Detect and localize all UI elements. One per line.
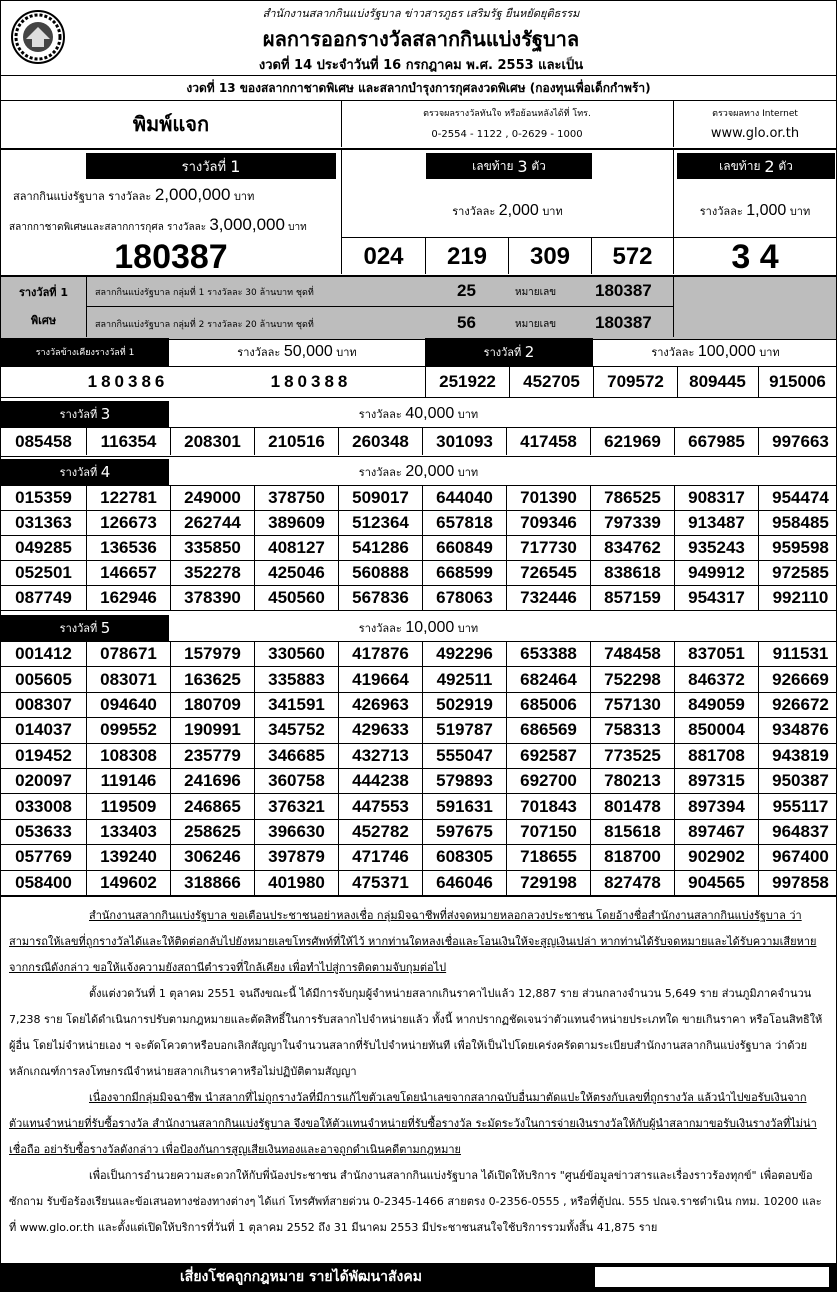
prize4-number: 701390 xyxy=(506,485,590,510)
prize4-grid xyxy=(1,485,836,610)
prize5-number: 397879 xyxy=(254,844,338,869)
prize2-header: รางวัลที่ 2 xyxy=(425,338,593,366)
prize5-amount: รางวัลละ 10,000 บาท xyxy=(358,619,479,636)
prize5-number: 692700 xyxy=(506,768,590,793)
prize3-number: 621969 xyxy=(590,427,674,455)
prize5-number: 001412 xyxy=(1,641,86,666)
prize5-number: 318866 xyxy=(170,870,254,895)
prize4-number: 660849 xyxy=(422,535,506,560)
prize3-number: 417458 xyxy=(506,427,590,455)
prize3-number: 260348 xyxy=(338,427,422,455)
prize5-number: 718655 xyxy=(506,844,590,869)
prize4-number: 512364 xyxy=(338,510,422,535)
prize4-amount: รางวัลละ 20,000 บาท xyxy=(358,463,479,480)
prize5-number: 475371 xyxy=(338,870,422,895)
prize5-number: 902902 xyxy=(674,844,758,869)
last3-number-4: 572 xyxy=(612,243,653,270)
prize4-number: 668599 xyxy=(422,560,506,585)
prize5-number: 837051 xyxy=(674,641,758,666)
prize5-number: 964837 xyxy=(758,819,837,844)
prize5-number: 246865 xyxy=(170,793,254,818)
prize5-number: 827478 xyxy=(590,870,674,895)
last3-header: เลขท้าย 3 ตัว xyxy=(426,153,592,179)
prize3-number: 667985 xyxy=(674,427,758,455)
prize4-number: 992110 xyxy=(758,585,837,610)
prize5-number: 119509 xyxy=(86,793,170,818)
prize4-number: 509017 xyxy=(338,485,422,510)
prize4-number: 262744 xyxy=(170,510,254,535)
prize5-number: 094640 xyxy=(86,692,170,717)
near1-header: รางวัลข้างเคียงรางวัลที่ 1 xyxy=(1,338,169,366)
prize5-number: 758313 xyxy=(590,717,674,742)
prize5-number: 471746 xyxy=(338,844,422,869)
prize5-number: 943819 xyxy=(758,743,837,768)
prize5-number: 950387 xyxy=(758,768,837,793)
prize4-number: 389609 xyxy=(254,510,338,535)
prize5-number: 241696 xyxy=(170,768,254,793)
prize4-number: 425046 xyxy=(254,560,338,585)
page-title: ผลการออกรางวัลสลากกินแบ่งรัฐบาล xyxy=(262,27,580,51)
prize2-number-3: 709572 xyxy=(607,372,664,391)
prize5-number: 729198 xyxy=(506,870,590,895)
prize5-number: 707150 xyxy=(506,819,590,844)
prize5-number: 748458 xyxy=(590,641,674,666)
last3-number-1: 024 xyxy=(363,243,404,270)
prize5-number: 360758 xyxy=(254,768,338,793)
prize5-number: 850004 xyxy=(674,717,758,742)
prize4-number: 786525 xyxy=(590,485,674,510)
prize4-number: 567836 xyxy=(338,585,422,610)
prize5-number: 967400 xyxy=(758,844,837,869)
prize5-number: 646046 xyxy=(422,870,506,895)
prize4-number: 126673 xyxy=(86,510,170,535)
prize2-number-5: 915006 xyxy=(769,372,826,391)
prize5-number: 108308 xyxy=(86,743,170,768)
footer-slogan: เสี่ยงโชคถูกกฎหมาย รายได้พัฒนาสังคม xyxy=(180,1269,422,1285)
prize3-number: 997663 xyxy=(758,427,837,455)
prize4-number: 972585 xyxy=(758,560,837,585)
prize4-number: 959598 xyxy=(758,535,837,560)
prize5-number: 157979 xyxy=(170,641,254,666)
prize5-number: 335883 xyxy=(254,666,338,691)
prize3-amount: รางวัลละ 40,000 บาท xyxy=(358,405,479,422)
prize3-grid xyxy=(1,427,836,455)
prize3-number: 208301 xyxy=(170,427,254,455)
prize5-number: 008307 xyxy=(1,692,86,717)
prize5-grid xyxy=(1,641,836,895)
prize4-number: 935243 xyxy=(674,535,758,560)
prize5-number: 426963 xyxy=(338,692,422,717)
prize5-number: 119146 xyxy=(86,768,170,793)
prize5-number: 447553 xyxy=(338,793,422,818)
near1-amount: รางวัลละ 50,000 บาท xyxy=(237,343,357,360)
prize4-header: รางวัลที่ 4 xyxy=(1,459,169,485)
special-row2-set: 56 xyxy=(457,313,476,332)
footer-blank-box xyxy=(595,1267,829,1287)
special-row1-number: 180387 xyxy=(595,281,652,300)
prize5-number: 033008 xyxy=(1,793,86,818)
prize5-number: 692587 xyxy=(506,743,590,768)
prize4-number: 908317 xyxy=(674,485,758,510)
prize5-number: 452782 xyxy=(338,819,422,844)
prize5-number: 083071 xyxy=(86,666,170,691)
notice-3: เนื่องจากมีกลุ่มมิจฉาชีพ นำสลากที่ไม่ถูกรางวัลที่มีการแก้ไขตัวเลขโดยนำเลขจากสลากฉบับอื่นมาตัดแปะให้ตรงกับเลขที่ถูกรางวัล แล้วนำไปขอรับเงินจากตัวแทนจำหน่ายที่รับซื้อรางวัล สำนักงานสลากกินแบ่งรัฐบาล จึงขอให้ตัวแทนจำหน่ายที่รับซื้อรางวัล ระมัดระวังในการจ่ายเงินรางวัลให้กับผู้นำสลากมาขอรับเงินรางวัลที่ไม่น่าเชื่อถือ อย่ารับซื้อรางวัลดังกล่าว เพื่อป้องกันการสูญเสียเงินทองและอาจถูกดำเนินคดีตามกฎหมาย xyxy=(9,1091,817,1156)
prize4-number: 015359 xyxy=(1,485,86,510)
prize4-number: 678063 xyxy=(422,585,506,610)
prize5-number: 881708 xyxy=(674,743,758,768)
prize4-number: 797339 xyxy=(590,510,674,535)
prize5-header: รางวัลที่ 5 xyxy=(1,615,169,641)
prize4-number: 954474 xyxy=(758,485,837,510)
special-row2-text: สลากกินแบ่งรัฐบาล กลุ่มที่ 2 รางวัลละ 20 ล้านบาท ชุดที่ xyxy=(95,320,314,330)
prize4-number: 087749 xyxy=(1,585,86,610)
prize5-number: 752298 xyxy=(590,666,674,691)
prize5-number: 492296 xyxy=(422,641,506,666)
prize4-number: 162946 xyxy=(86,585,170,610)
prize2-number-1: 251922 xyxy=(439,372,496,391)
prize5-number: 934876 xyxy=(758,717,837,742)
prize5-number: 014037 xyxy=(1,717,86,742)
prize5-number: 492511 xyxy=(422,666,506,691)
prize5-number: 997858 xyxy=(758,870,837,895)
prize4-number: 717730 xyxy=(506,535,590,560)
prize5-number: 555047 xyxy=(422,743,506,768)
prize5-number: 396630 xyxy=(254,819,338,844)
special-row2-numlabel: หมายเลข xyxy=(515,319,557,330)
prize5-number: 608305 xyxy=(422,844,506,869)
phone-numbers: 0-2554 - 1122 , 0-2629 - 1000 xyxy=(431,128,583,140)
prize5-number: 258625 xyxy=(170,819,254,844)
prize4-number: 732446 xyxy=(506,585,590,610)
last3-number-3: 309 xyxy=(529,243,571,270)
prize5-number: 346685 xyxy=(254,743,338,768)
notices xyxy=(9,903,825,1241)
prize5-number: 306246 xyxy=(170,844,254,869)
prize5-number: 597675 xyxy=(422,819,506,844)
prize4-number: 709346 xyxy=(506,510,590,535)
special-label-2: พิเศษ xyxy=(30,314,57,327)
notice-4: เพื่อเป็นการอำนวยความสะดวกให้กับพี่น้องประชาชน สำนักงานสลากกินแบ่งรัฐบาล ได้เปิดให้บริการ "ศูนย์ข้อมูลข่าวสารและเรื่องราวร้องทุกข์" เพื่อตอบข้อซักถาม รับข้อร้องเรียนและข้อเสนอทางช่องทางต่างๆ ได้แก่ โทรศัพท์สายด่วน 0-2345-1466 สายตรง 0-2356-0555 , หรือที่ตู้ปณ. 555 ปณจ.ราชดำเนิน กทม. 10200 และที่ www.glo.or.th และตั้งแต่เปิดให้บริการที่วันที่ 1 ตุลาคม 2552 ถึง 31 มีนาคม 2553 มีประชาชนสนใจใช้บริการรวมทั้งสิ้น 41,875 ราย xyxy=(9,1169,822,1234)
prize5-number: 149602 xyxy=(86,870,170,895)
special-label-1: รางวัลที่ 1 xyxy=(18,286,69,299)
last3-amount: รางวัลละ 2,000 บาท xyxy=(452,202,563,219)
prize5-number: 897467 xyxy=(674,819,758,844)
prize3-number: 210516 xyxy=(254,427,338,455)
prize5-number: 401980 xyxy=(254,870,338,895)
prize4-number: 249000 xyxy=(170,485,254,510)
prize5-number: 020097 xyxy=(1,768,86,793)
prize5-number: 163625 xyxy=(170,666,254,691)
prize5-number: 019452 xyxy=(1,743,86,768)
prize4-number: 726545 xyxy=(506,560,590,585)
prize5-number: 444238 xyxy=(338,768,422,793)
prize5-number: 897394 xyxy=(674,793,758,818)
prize4-number: 954317 xyxy=(674,585,758,610)
prize4-number: 560888 xyxy=(338,560,422,585)
prize4-number: 408127 xyxy=(254,535,338,560)
prize4-number: 834762 xyxy=(590,535,674,560)
prize4-number: 049285 xyxy=(1,535,86,560)
prize5-number: 133403 xyxy=(86,819,170,844)
prize4-number: 136536 xyxy=(86,535,170,560)
prize5-number: 780213 xyxy=(590,768,674,793)
prize1-label: รางวัลที่ xyxy=(181,159,227,175)
prize4-number: 958485 xyxy=(758,510,837,535)
prize5-number: 685006 xyxy=(506,692,590,717)
website-link[interactable]: www.glo.or.th xyxy=(710,125,800,141)
prize4-number: 949912 xyxy=(674,560,758,585)
prize5-number: 190991 xyxy=(170,717,254,742)
special-row1-text: สลากกินแบ่งรัฐบาล กลุ่มที่ 1 รางวัลละ 30 ล้านบาท ชุดที่ xyxy=(95,288,314,298)
prize2-number-4: 809445 xyxy=(689,372,746,391)
prize3-number: 301093 xyxy=(422,427,506,455)
prize1-number: 180387 xyxy=(114,237,228,276)
prize4-number: 052501 xyxy=(1,560,86,585)
prize5-number: 773525 xyxy=(590,743,674,768)
prize1-num: 1 xyxy=(230,156,241,176)
prize4-number: 352278 xyxy=(170,560,254,585)
prize4-number: 657818 xyxy=(422,510,506,535)
phone-check-label: ตรวจผลรางวัลทันใจ หรือย้อนหลังได้ที่ โทร. xyxy=(423,109,591,119)
prize3-number: 085458 xyxy=(1,427,86,455)
prize5-number: 926672 xyxy=(758,692,837,717)
last3-number-2: 219 xyxy=(446,243,488,270)
notice-1: สำนักงานสลากกินแบ่งรัฐบาล ขอเตือนประชาชนอย่าหลงเชื่อ กลุ่มมิจฉาชีพที่ส่งจดหมายหลอกลวงประชาชน โดยอ้างชื่อสำนักงานสลากกินแบ่งรัฐบาล ว่าสามารถให้เลขที่ถูกรางวัลได้และให้ติดต่อกลับไปยังหมายเลขโทรศัพท์ที่ให้ไว้ หากท่านใดหลงเชื่อและโอนเงินให้จะสูญเงินเปล่า หากท่านได้รับจดหมายและได้รับความเสียหายจากกรณีดังกล่าว ขอให้แจ้งความยังสถานีตำรวจที่ใกล้เคียง เพื่อทำไปสู่การติดตามจับกุมต่อไป xyxy=(9,909,817,974)
prize5-number: 057769 xyxy=(1,844,86,869)
prize4-number: 378750 xyxy=(254,485,338,510)
prize5-number: 180709 xyxy=(170,692,254,717)
prize5-number: 078671 xyxy=(86,641,170,666)
prize5-number: 955117 xyxy=(758,793,837,818)
prize3-header: รางวัลที่ 3 xyxy=(1,401,169,427)
prize5-number: 376321 xyxy=(254,793,338,818)
prize5-number: 099552 xyxy=(86,717,170,742)
prize5-number: 686569 xyxy=(506,717,590,742)
prize5-number: 417876 xyxy=(338,641,422,666)
prize5-number: 801478 xyxy=(590,793,674,818)
prize4-number: 644040 xyxy=(422,485,506,510)
glo-logo xyxy=(10,9,66,65)
prize5-number: 904565 xyxy=(674,870,758,895)
notice-2: ตั้งแต่งวดวันที่ 1 ตุลาคม 2551 จนถึงขณะนี้ ได้มีการจับกุมผู้จำหน่ายสลากเกินราคาไปแล้ว 12,887 ราย ส่วนกลางจำนวน 5,649 ราย ส่วนภูมิภาคจำนวน 7,238 ราย โดยได้ดำเนินการปรับตามกฎหมายและตัดสิทธิ์ในการรับสลากไปจำหน่ายแล้ว ทั้งนี้ หากปรากฏชัดเจนว่าตัวแทนจำหน่ายประเภทใด ขายเกินราคา หรือโอนสิทธิให้ผู้อื่น โดยไม่จำหน่ายเอง ฯ จะตัดโควตาหรือบอกเลิกสัญญาในจำนวนสลากที่รับไปจำหน่ายทันที เพื่อให้เป็นไปโดยเคร่งครัดตามระเบียบสำนักงานสลากกินแบ่งรัฐบาล ว่าด้วยหลักเกณฑ์การลงโทษกรณีจำหน่ายสลากเกินราคาหรือไม่ปฏิบัติตามสัญญา xyxy=(9,987,823,1078)
prize5-number: 682464 xyxy=(506,666,590,691)
prize1-amount-line1: สลากกินแบ่งรัฐบาล รางวัลละ 2,000,000 บาท xyxy=(13,185,255,204)
prize5-number: 053633 xyxy=(1,819,86,844)
prize5-number: 330560 xyxy=(254,641,338,666)
prize5-number: 519787 xyxy=(422,717,506,742)
prize5-number: 005605 xyxy=(1,666,86,691)
prize5-number: 846372 xyxy=(674,666,758,691)
special-row1-numlabel: หมายเลข xyxy=(515,287,557,298)
prize5-number: 911531 xyxy=(758,641,837,666)
prize5-number: 235779 xyxy=(170,743,254,768)
prize5-number: 926669 xyxy=(758,666,837,691)
prize4-number: 031363 xyxy=(1,510,86,535)
prize5-number: 818700 xyxy=(590,844,674,869)
last2-header: เลขท้าย 2 ตัว xyxy=(677,153,835,179)
prize5-number: 579893 xyxy=(422,768,506,793)
prize5-number: 345752 xyxy=(254,717,338,742)
prize5-number: 502919 xyxy=(422,692,506,717)
prize3-number: 116354 xyxy=(86,427,170,455)
special-row1-set: 25 xyxy=(457,281,476,300)
prize5-number: 897315 xyxy=(674,768,758,793)
prize5-number: 058400 xyxy=(1,870,86,895)
prize4-number: 122781 xyxy=(86,485,170,510)
prize1-amount-line2: สลากกาชาดพิเศษและสลากการกุศล รางวัลละ 3,000,000 บาท xyxy=(9,215,307,234)
prize4-number: 913487 xyxy=(674,510,758,535)
near1-number-2: 180388 xyxy=(270,372,352,391)
prize5-number: 591631 xyxy=(422,793,506,818)
prize2-amount: รางวัลละ 100,000 บาท xyxy=(651,343,780,360)
free-distribution-label: พิมพ์แจก xyxy=(132,112,210,136)
near1-number-1: 180386 xyxy=(87,372,169,391)
prize4-number: 146657 xyxy=(86,560,170,585)
prize5-number: 139240 xyxy=(86,844,170,869)
draw-date: งวดที่ 14 ประจำวันที่ 16 กรกฎาคม พ.ศ. 2553 และเป็น xyxy=(258,57,584,73)
prize5-number: 419664 xyxy=(338,666,422,691)
prize4-number: 857159 xyxy=(590,585,674,610)
prize5-number: 849059 xyxy=(674,692,758,717)
special-row2-number: 180387 xyxy=(595,313,652,332)
last2-amount: รางวัลละ 1,000 บาท xyxy=(699,202,811,219)
prize5-number: 341591 xyxy=(254,692,338,717)
prize5-number: 432713 xyxy=(338,743,422,768)
prize4-number: 378390 xyxy=(170,585,254,610)
prize5-number: 701843 xyxy=(506,793,590,818)
prize5-number: 757130 xyxy=(590,692,674,717)
draw-subtitle: งวดที่ 13 ของสลากกาชาดพิเศษ และสลากบำรุงการกุศลงวดพิเศษ (กองทุนเพื่อเด็กกำพร้า) xyxy=(186,80,651,95)
prize2-number-2: 452705 xyxy=(523,372,580,391)
agencies-line: สำนักงานสลากกินแบ่งรัฐบาล ข่าวสารภูธร เสริมรัฐ ยืนหยัดยุติธรรม xyxy=(262,7,580,20)
last2-number: 3 4 xyxy=(731,237,779,276)
prize5-number: 429633 xyxy=(338,717,422,742)
prize5-number: 653388 xyxy=(506,641,590,666)
internet-label: ตรวจผลทาง Internet xyxy=(712,109,798,119)
prize1-header xyxy=(86,153,336,179)
prize4-number: 335850 xyxy=(170,535,254,560)
prize4-number: 541286 xyxy=(338,535,422,560)
prize4-number: 838618 xyxy=(590,560,674,585)
prize5-number: 815618 xyxy=(590,819,674,844)
prize4-number: 450560 xyxy=(254,585,338,610)
